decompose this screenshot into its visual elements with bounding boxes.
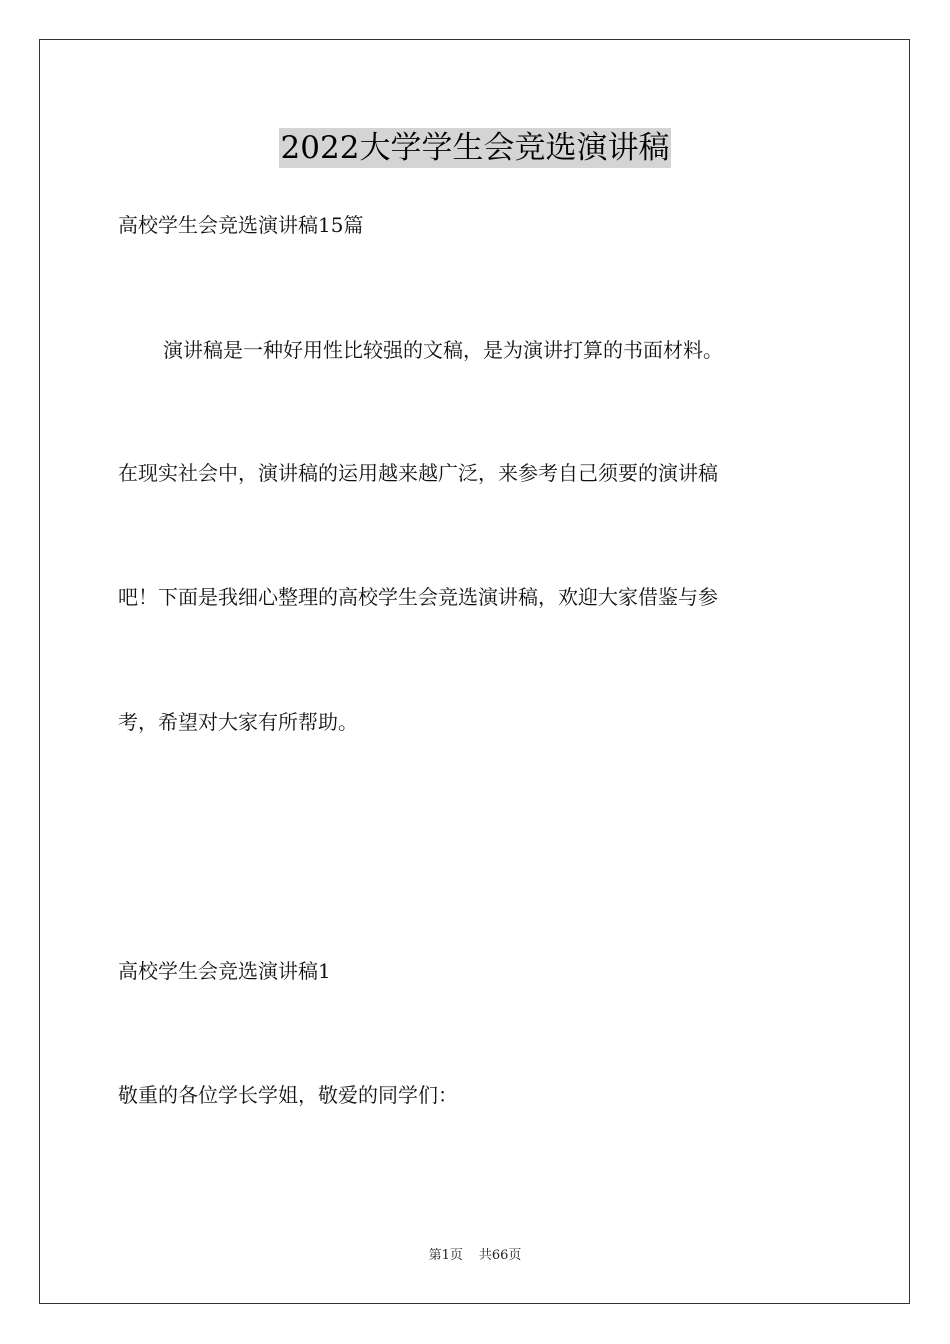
page-footer [0, 1247, 950, 1265]
intro-line-2: 在现实社会中，演讲稿的运用越来越广泛，来参考自己须要的演讲稿 [118, 461, 718, 485]
intro-line-1: 演讲稿是一种好用性比较强的文稿，是为演讲打算的书面材料。 [163, 338, 723, 362]
title-container [0, 128, 950, 168]
section-heading: 高校学生会竞选演讲稿1 [118, 959, 331, 983]
salutation: 敬重的各位学长学姐，敬爱的同学们： [118, 1083, 458, 1107]
page-current: 第1页 [428, 1248, 463, 1263]
intro-line-4: 考，希望对大家有所帮助。 [118, 710, 358, 734]
document-title: 2022大学学生会竞选演讲稿 [280, 130, 670, 166]
page-total: 共66页 [478, 1248, 522, 1263]
intro-line-3: 吧！下面是我细心整理的高校学生会竞选演讲稿，欢迎大家借鉴与参 [118, 585, 718, 609]
document-subtitle: 高校学生会竞选演讲稿15篇 [118, 213, 364, 237]
